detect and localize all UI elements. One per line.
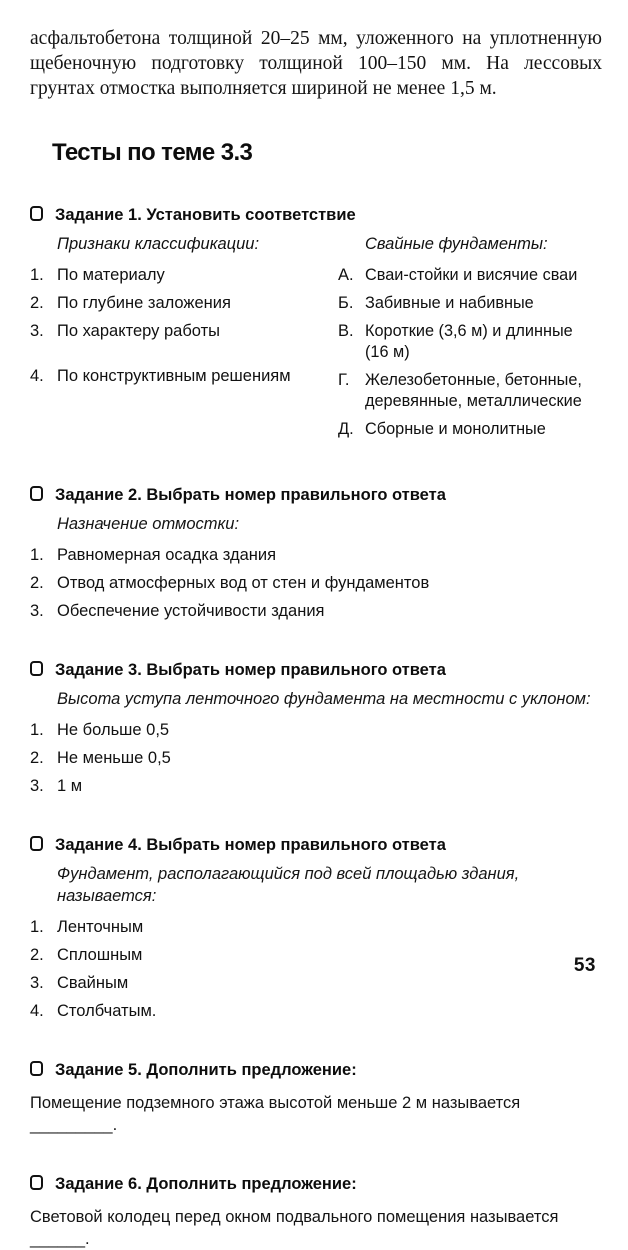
left-column-header: Признаки классификации: <box>57 235 260 253</box>
item-text: Сваи-стойки и висячие сваи <box>365 266 578 284</box>
matching-columns <box>30 234 602 447</box>
section-title: Тесты по теме 3.3 <box>52 139 253 166</box>
task-3-heading <box>30 660 602 680</box>
option-text: Свайным <box>57 974 129 992</box>
option-text: Обеспечение устойчивости здания <box>57 602 325 620</box>
option-row <box>30 601 602 622</box>
item-text: По конструктивным решениям <box>57 367 291 385</box>
option-number: 1. <box>30 918 44 936</box>
task-6 <box>30 1174 602 1250</box>
option-row <box>30 973 602 994</box>
options <box>30 917 602 1022</box>
option-text: Отвод атмосферных вод от стен и фундаментов <box>57 574 430 592</box>
task-title: Задание 2. Выбрать номер правильного ответа <box>55 486 446 504</box>
option-number: 1. <box>30 546 44 564</box>
option-number: 3. <box>30 974 44 992</box>
task-prompt: Фундамент, располагающийся под всей площадью здания, называется: <box>57 865 520 905</box>
option-row <box>30 720 602 741</box>
checkbox-icon <box>30 1175 43 1190</box>
intro-paragraph: асфальтобетона толщиной 20–25 мм, уложенного на уплотненную щебеночную подготовку толщиной 100–150 мм. На лессовых грунтах отмостка выполняется шириной не менее 1,5 м. <box>30 28 602 99</box>
task-title: Задание 4. Выбрать номер правильного ответа <box>55 836 446 854</box>
item-text: Забивные и набивные <box>365 294 534 312</box>
page-number: 53 <box>573 955 596 976</box>
item-letter: Б. <box>338 294 354 312</box>
task-1-heading <box>30 205 602 225</box>
task-2-heading <box>30 485 602 505</box>
option-number: 2. <box>30 749 44 767</box>
option-row <box>30 776 602 797</box>
option-number: 3. <box>30 777 44 795</box>
item-number: 2. <box>30 294 44 312</box>
task-prompt: Назначение отмостки: <box>57 515 240 533</box>
option-text: Не больше 0,5 <box>57 721 170 739</box>
item-text: По материалу <box>57 266 165 284</box>
options <box>30 545 602 622</box>
option-row <box>30 945 602 966</box>
option-text: Столбчатым. <box>57 1002 157 1020</box>
checkbox-icon <box>30 1061 43 1076</box>
item-text: По характеру работы <box>57 322 221 340</box>
checkbox-icon <box>30 836 43 851</box>
checkbox-icon <box>30 206 43 221</box>
fill-in-sentence: Световой колодец перед окном подвального помещения называется ______. <box>30 1208 559 1248</box>
right-column-header: Свайные фундаменты: <box>365 235 548 253</box>
option-row <box>30 917 602 938</box>
list-item <box>338 419 602 440</box>
list-item <box>30 366 338 387</box>
task-title: Задание 1. Установить соответствие <box>55 206 356 224</box>
task-5 <box>30 1060 602 1136</box>
option-text: 1 м <box>57 777 83 795</box>
item-text: Короткие (3,6 м) и длинные (16 м) <box>365 322 573 361</box>
list-item <box>30 265 338 286</box>
task-5-heading <box>30 1060 602 1080</box>
option-number: 3. <box>30 602 44 620</box>
item-letter: В. <box>338 322 354 340</box>
option-number: 2. <box>30 574 44 592</box>
item-number: 4. <box>30 367 44 385</box>
option-number: 2. <box>30 946 44 964</box>
task-4 <box>30 835 602 1022</box>
list-item <box>30 321 338 342</box>
item-letter: Д. <box>338 420 354 438</box>
list-item <box>30 293 338 314</box>
item-text: Сборные и монолитные <box>365 420 546 438</box>
fill-in-sentence: Помещение подземного этажа высотой меньше 2 м называется _________. <box>30 1094 521 1134</box>
option-row <box>30 573 602 594</box>
item-text: Железобетонные, бетонные, деревянные, металлические <box>365 371 582 410</box>
list-item <box>338 370 602 412</box>
task-title: Задание 3. Выбрать номер правильного ответа <box>55 661 446 679</box>
item-letter: Г. <box>338 371 350 389</box>
task-3 <box>30 660 602 797</box>
task-2 <box>30 485 602 622</box>
item-number: 1. <box>30 266 44 284</box>
task-1 <box>30 205 602 447</box>
item-number: 3. <box>30 322 44 340</box>
option-row <box>30 748 602 769</box>
option-row <box>30 1001 602 1022</box>
option-text: Равномерная осадка здания <box>57 546 277 564</box>
options <box>30 720 602 797</box>
option-number: 4. <box>30 1002 44 1020</box>
task-title: Задание 5. Дополнить предложение: <box>55 1061 357 1079</box>
list-item <box>338 293 602 314</box>
matching-left-column <box>30 234 338 447</box>
right-items <box>338 265 602 440</box>
checkbox-icon <box>30 486 43 501</box>
option-text: Ленточным <box>57 918 144 936</box>
list-item <box>338 265 602 286</box>
task-4-heading <box>30 835 602 855</box>
task-title: Задание 6. Дополнить предложение: <box>55 1175 357 1193</box>
list-item <box>338 321 602 363</box>
item-text: По глубине заложения <box>57 294 231 312</box>
left-items <box>30 265 338 387</box>
option-text: Сплошным <box>57 946 143 964</box>
item-letter: А. <box>338 266 354 284</box>
option-row <box>30 545 602 566</box>
task-6-heading <box>30 1174 602 1194</box>
task-prompt: Высота уступа ленточного фундамента на местности с уклоном: <box>57 690 591 708</box>
option-text: Не меньше 0,5 <box>57 749 171 767</box>
option-number: 1. <box>30 721 44 739</box>
checkbox-icon <box>30 661 43 676</box>
matching-right-column <box>338 234 602 447</box>
